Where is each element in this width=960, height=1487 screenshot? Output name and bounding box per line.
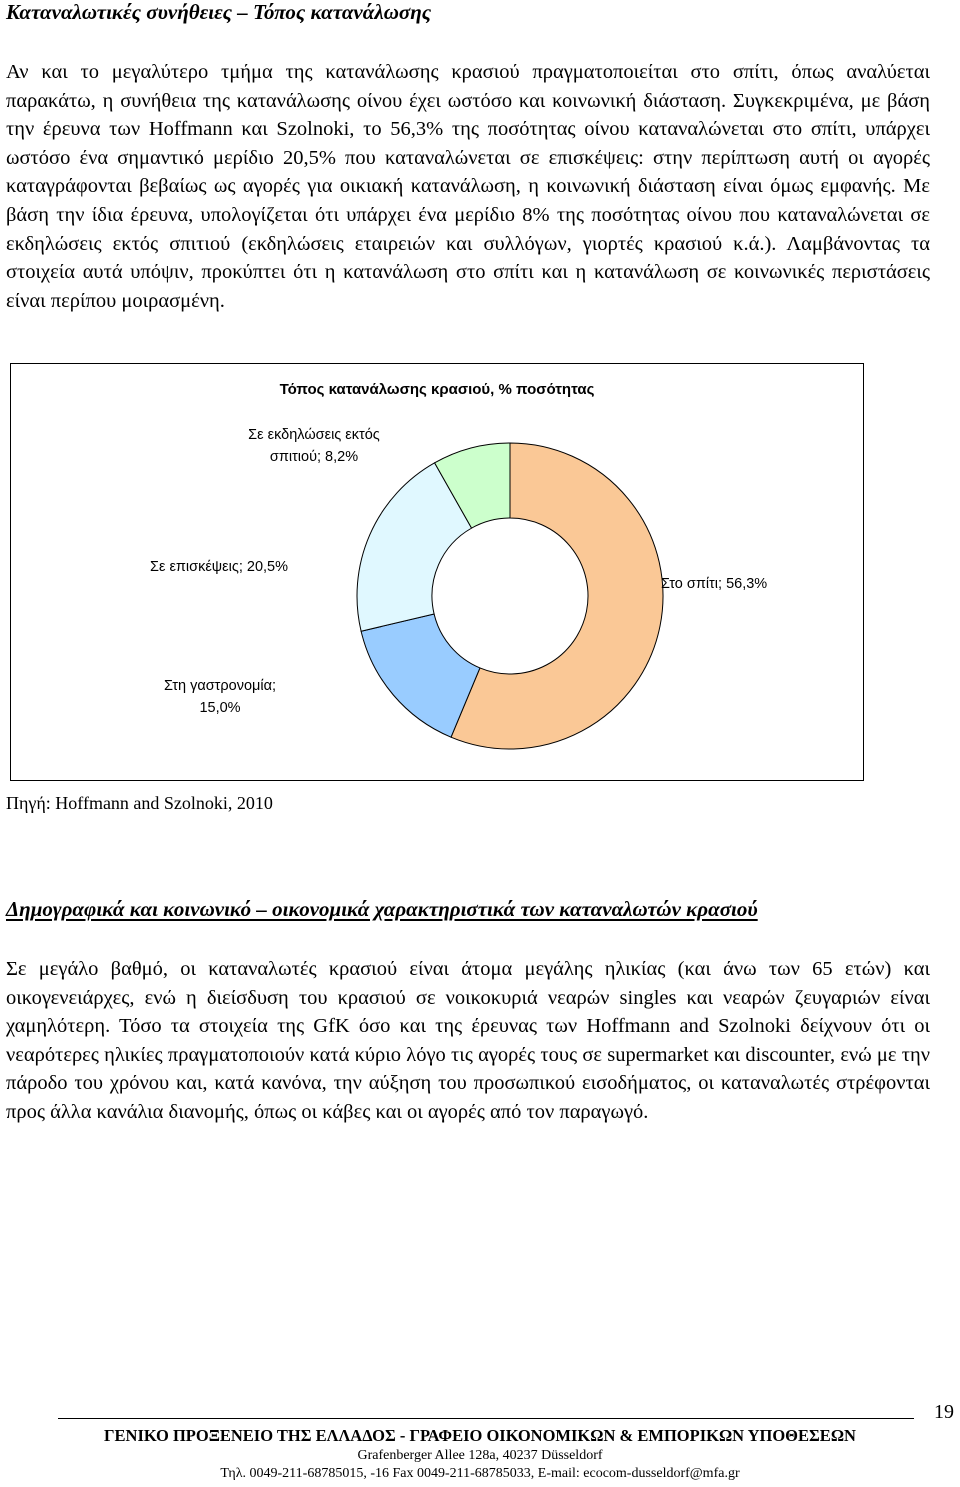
chart-title: Τόπος κατανάλωσης κρασιού, % ποσότητας bbox=[279, 381, 595, 398]
slice-label-3: Σε επισκέψεις; 20,5% bbox=[150, 559, 288, 575]
page-number: 19 bbox=[934, 1401, 954, 1423]
chart-slices bbox=[357, 443, 663, 749]
chart-source: Πηγή: Hoffmann and Szolnoki, 2010 bbox=[6, 793, 273, 813]
donut-chart bbox=[11, 364, 863, 780]
paragraph-consumption-place: Αν και το μεγαλύτερο τμήμα της κατανάλωσης κρασιού πραγματοποιείται στο σπίτι, όπως αναλύεται παρακάτω, η συνήθεια της κατανάλωσης οίνου έχει ωστόσο και κοινωνική διάσταση. Συγκεκριμένα, με βάση την έρευνα των Hoffmann και Szolnoki, το 56,3% της ποσότητας οίνου καταναλώνεται στο σπίτι, υπάρχει ωστόσο ένα σημαντικό μερίδιο 20,5% που καταναλώνεται σε επισκέψεις: στην περίπτωση αυτή οι αγορές καταγράφονται βεβαίως ως αγορές για οικιακή κατανάλωση, η κοινωνική διάσταση είναι όμως εμφανής. Με βάση την ίδια έρευνα, υπολογίζεται ότι υπάρχει ένα μερίδιο 8% της ποσότητας οίνου που καταναλώνεται σε εκδηλώσεις εκτός σπιτιού (εκδηλώσεις εταιρειών και συλλόγων, γιορτές κρασιού κ.ά.). Λαμβάνοντας τα στοιχεία αυτά υπόψιν, προκύπτει ότι η κατανάλωση στο σπίτι και η κατανάλωση σε κοινωνικές περιστάσεις είναι περίπου μοιρασμένη. bbox=[6, 61, 930, 312]
footer-address: Grafenberger Allee 128a, 40237 Düsseldorf bbox=[357, 1448, 603, 1463]
footer-divider bbox=[58, 1418, 914, 1419]
footer-contact: Τηλ. 0049-211-68785015, -16 Fax 0049-211-68785033, E-mail: ecocom-dusseldorf@mfa.gr bbox=[220, 1466, 740, 1481]
paragraph-demographics: Σε μεγάλο βαθμό, οι καταναλωτές κρασιού είναι άτομα μεγάλης ηλικίας (και άνω των 65 ετών) και οικογενειάρχες, ενώ η διείσδυση του κρασιού σε νοικοκυριά νεαρών singles και νεαρών ζευγαριών είναι χαμηλότερη. Τόσο τα στοιχεία της GfK όσο και της έρευνας των Hoffmann and Szolnoki δείχνουν ότι οι νεαρότερες ηλικίες πραγματοποιούν κατά κύριο λόγο τις αγορές τους σε supermarket και discounter, ενώ με την πάροδο του χρόνου και, κατά κανόνα, την αύξηση του προσωπικού εισοδήματος, οι καταναλωτές στρέφονται προς άλλα κανάλια διανομής, όπως οι κάβες και οι αγορές από τον παραγωγό. bbox=[6, 958, 930, 1123]
chart-frame bbox=[10, 363, 864, 781]
footer-organization: ΓΕΝΙΚΟ ΠΡΟΞΕΝΕΙΟ ΤΗΣ ΕΛΛΑΔΟΣ - ΓΡΑΦΕΙΟ ΟΙΚΟΝΟΜΙΚΩΝ & ΕΜΠΟΡΙΚΩΝ ΥΠΟΘΕΣΕΩΝ bbox=[104, 1426, 856, 1445]
section-heading-consumption-habits: Καταναλωτικές συνήθειες – Τόπος κατανάλωσης bbox=[6, 0, 432, 24]
slice-label-4: Σε εκδηλώσεις εκτός σπιτιού; 8,2% bbox=[248, 427, 380, 465]
section-heading-demographics: Δημογραφικά και κοινωνικό – οικονομικά χαρακτηριστικά των καταναλωτών κρασιού bbox=[6, 897, 758, 921]
slice-label-2: Στη γαστρονομία; 15,0% bbox=[163, 678, 277, 716]
slice-label-1: Στο σπίτι; 56,3% bbox=[661, 576, 768, 592]
